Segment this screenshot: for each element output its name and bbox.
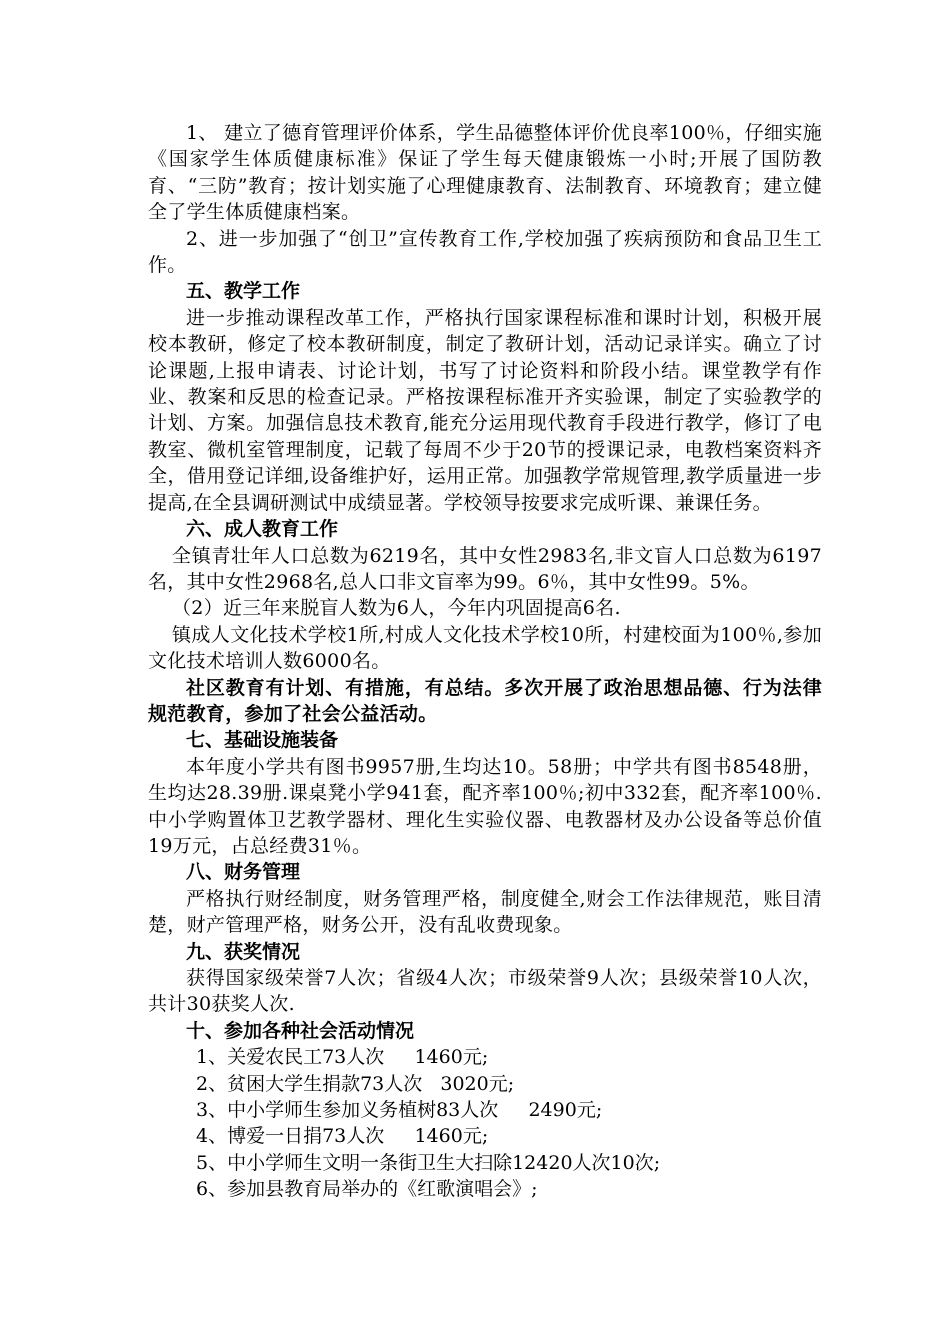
paragraph-literacy-stats: 全镇青壮年人口总数为6219名，其中女性2983名,非文盲人口总数为6197名，其中女性2968名,总人口非文盲率为99。6％，其中女性99。5%。: [148, 544, 822, 593]
heading-social-activities: 十、参加各种社会活动情况: [186, 1019, 415, 1042]
heading-finance: 八、财务管理: [186, 861, 301, 884]
list-item: 4、博爱一日捐73人次 1460元;: [196, 1125, 489, 1148]
list-item: 5、中小学师生文明一条街卫生大扫除12420人次10次;: [196, 1151, 661, 1174]
paragraph-finance: 严格执行财经制度，财务管理严格，制度健全,财会工作法律规范，账目清楚，财产管理严格，财务公开，没有乱收费现象。: [148, 887, 822, 937]
paragraph-awards: 获得国家级荣誉7人次；省级4人次；市级荣誉9人次；县级荣誉10人次，共计30获奖人次.: [148, 967, 822, 1016]
paragraph-moral-education: 1、 建立了德育管理评价体系，学生品德整体评价优良率100％，仔细实施《国家学生体质健康标准》保证了学生每天健康锻炼一小时;开展了国防教育、“三防”教育；按计划实施了心理健康教育、法制教育、环境教育；建立健全了学生体质健康档案。: [148, 122, 822, 224]
heading-teaching-work: 五、教学工作: [186, 280, 301, 303]
heading-adult-education: 六、成人教育工作: [186, 518, 339, 541]
list-item: 1、关爱农民工73人次 1460元;: [196, 1046, 489, 1069]
paragraph-literacy-removal: （2）近三年来脱盲人数为6人，今年内巩固提高6名.: [172, 597, 621, 620]
paragraph-community-education: 社区教育有计划、有措施，有总结。多次开展了政治思想品德、行为法律规范教育，参加了社会公益活动。: [148, 676, 822, 725]
heading-infrastructure: 七、基础设施装备: [186, 729, 339, 752]
paragraph-teaching-work: 进一步推动课程改革工作，严格执行国家课程标准和课时计划，积极开展校本教研，修定了校本教研制度，制定了教研计划，活动记录详实。确立了讨论课题,上报申请表、讨论计划，书写了讨论资料和阶段小结。课堂教学有作业、教案和反思的检查记录。严格按课程标准开齐实验课，制定了实验教学的计划、方案。加强信息技术教育,能充分运用现代教育手段进行教学，修订了电教室、微机室管理制度，记载了每周不少于20节的授课记录，电教档案资料齐全，借用登记详细,设备维护好，运用正常。加强教学常规管理,教学质量进一步提高,在全县调研测试中成绩显著。学校领导按要求完成听课、兼课任务。: [148, 306, 822, 514]
paragraph-health-education: 2、进一步加强了“创卫”宣传教育工作,学校加强了疾病预防和食品卫生工作。: [148, 227, 822, 277]
list-item: 2、贫困大学生捐款73人次 3020元;: [196, 1072, 515, 1095]
heading-awards: 九、获奖情况: [186, 940, 301, 963]
list-item: 3、中小学师生参加义务植树83人次 2490元;: [196, 1099, 603, 1122]
list-item: 6、参加县教育局举办的《红歌演唱会》;: [196, 1178, 538, 1201]
paragraph-adult-schools: 镇成人文化技术学校1所,村成人文化技术学校10所，村建校面为100％,参加文化技术培训人数6000名。: [148, 623, 822, 673]
paragraph-infrastructure: 本年度小学共有图书9957册,生均达10。58册；中学共有图书8548册，生均达28.39册.课桌凳小学941套，配齐率100％;初中332套，配齐率100％.中小学购置体卫艺教学器材、理化生实验仪器、电教器材及办公设备等总价值19万元，占总经费31％。: [148, 755, 822, 857]
